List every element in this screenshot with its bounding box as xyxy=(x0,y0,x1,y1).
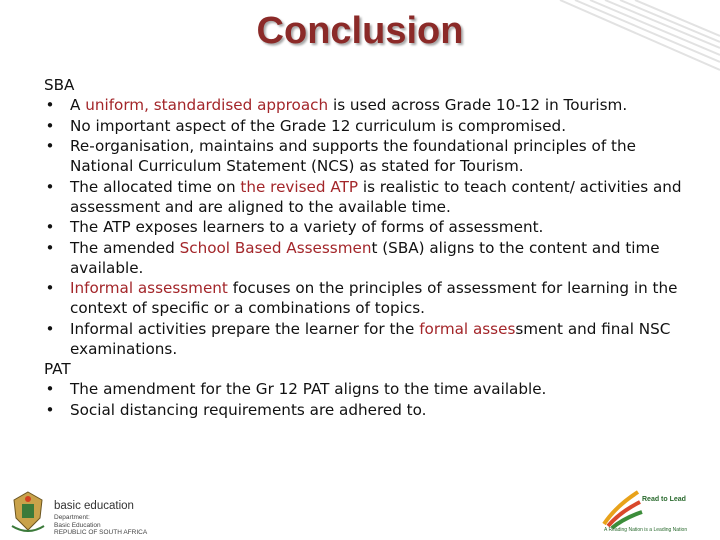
bullet-item xyxy=(44,400,694,420)
basic-education-line: Department: xyxy=(54,514,90,521)
read-to-lead-icon xyxy=(598,486,648,530)
section-heading: PAT xyxy=(44,360,71,378)
bullet-text: The amendment for the Gr 12 PAT aligns to the time available. xyxy=(70,380,547,398)
section-heading: SBA xyxy=(44,76,75,94)
bullet-text: The amended xyxy=(70,238,180,257)
bullet-item xyxy=(44,217,694,237)
bullet-icon: • xyxy=(45,319,55,338)
basic-education-line: Basic Education xyxy=(54,521,101,529)
bullet-icon: • xyxy=(45,177,55,196)
bullet-item xyxy=(44,116,694,136)
bullet-item xyxy=(44,278,694,318)
bullet-text: is realistic to teach content/ activities and assessment and are aligned to the available time. xyxy=(70,177,682,216)
bullet-icon: • xyxy=(45,218,55,236)
bullet-item xyxy=(44,319,694,359)
bullet-item xyxy=(44,136,694,176)
page-title: Conclusion xyxy=(256,10,464,52)
read-to-lead-tagline: A Reading Nation is a Leading Nation xyxy=(604,527,688,533)
basic-education-logo xyxy=(8,488,208,538)
bullet-icon: • xyxy=(45,116,55,135)
bullet-item xyxy=(44,95,694,115)
bullet-icon: • xyxy=(45,96,55,114)
highlighted-text: uniform, standardised approach xyxy=(85,96,329,114)
bullet-list xyxy=(44,95,694,359)
highlighted-text: the revised ATP xyxy=(240,177,359,196)
bullet-item xyxy=(44,177,694,217)
read-to-lead-logo xyxy=(598,486,706,536)
bullet-text: The allocated time on xyxy=(70,177,241,196)
bullet-text: t (SBA) aligns to the content and time available. xyxy=(70,238,660,277)
bullet-text: No important aspect of the Grade 12 curriculum is compromised. xyxy=(70,116,567,135)
content-body xyxy=(44,75,694,420)
basic-education-line: REPUBLIC OF SOUTH AFRICA xyxy=(54,529,148,536)
highlighted-text: Informal assessment xyxy=(70,279,228,297)
bullet-text: Re-organisation, maintains and supports the foundational principles of the National Curriculum Statement (NCS) as stated for Tourism. xyxy=(70,137,636,175)
bullet-icon: • xyxy=(45,238,55,257)
bullet-text: sment and final NSC examinations. xyxy=(70,319,671,358)
basic-education-title: basic education xyxy=(54,500,134,512)
bullet-text: A xyxy=(70,96,86,114)
bullet-icon: • xyxy=(45,137,55,155)
read-to-lead-title: Read to Lead xyxy=(642,496,686,503)
basic-education-subtitle xyxy=(54,514,147,537)
bullet-icon: • xyxy=(45,279,55,297)
highlighted-text: formal asses xyxy=(419,319,516,338)
coat-of-arms-icon xyxy=(8,490,48,536)
bullet-icon: • xyxy=(45,380,55,398)
bullet-list xyxy=(44,379,694,420)
bullet-item xyxy=(44,379,694,399)
bullet-text: Social distancing requirements are adhered to. xyxy=(70,400,427,419)
bullet-text: is used across Grade 10-12 in Tourism. xyxy=(328,96,628,114)
bullet-text: focuses on the principles of assessment for learning in the context of specific or a combinations of topics. xyxy=(70,279,678,317)
bullet-item xyxy=(44,238,694,278)
highlighted-text: School Based Assessmen xyxy=(179,238,372,257)
bullet-text: The ATP exposes learners to a variety of forms of assessment. xyxy=(70,218,544,236)
bullet-icon: • xyxy=(45,400,55,419)
bullet-text: Informal activities prepare the learner for the xyxy=(70,319,420,338)
